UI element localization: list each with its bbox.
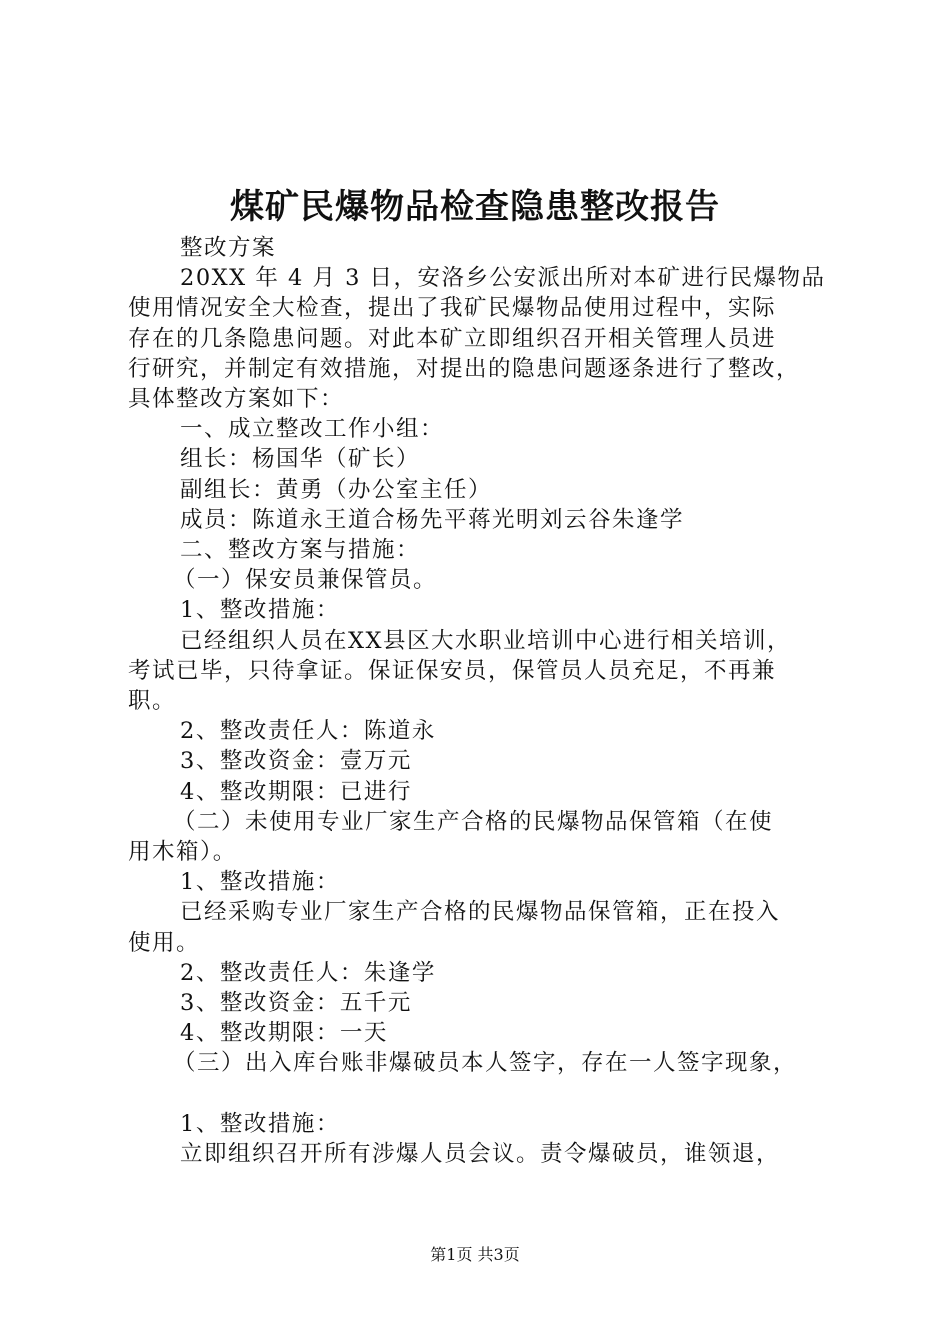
section-heading: 二、整改方案与措施： [180,537,421,564]
paragraph-line: 考试已毕，只待拿证。保证保安员，保管员人员充足，不再兼 [128,657,777,684]
paragraph-line: 2、整改责任人：朱逢学 [180,959,436,986]
paragraph-line: 已经组织人员在XX县区大水职业培训中心进行相关培训， [180,627,792,654]
document-body [128,233,840,1169]
paragraph-line: 4、整改期限：已进行 [180,778,412,805]
paragraph-line: 2、整改责任人：陈道永 [180,718,436,745]
section-heading: 一、成立整改工作小组： [180,416,445,443]
paragraph-line: 1、整改措施： [180,1110,340,1137]
paragraph-line: 1、整改措施： [180,869,340,896]
paragraph-line: 整改方案 [180,235,277,261]
paragraph-line: 1、整改措施： [180,597,340,624]
paragraph-line: 成员：陈道永王道合杨先平蒋光明刘云谷朱逢学 [180,506,685,533]
paragraph-line: 行研究，并制定有效措施，对提出的隐患问题逐条进行了整改， [128,355,801,382]
paragraph-line: 立即组织召开所有涉爆人员会议。责令爆破员，谁领退， [180,1141,781,1168]
paragraph-line: 3、整改资金：壹万元 [180,748,412,775]
blank-line [128,1079,840,1109]
paragraph-line: 副组长：黄勇（办公室主任） [180,476,493,503]
paragraph-line: 已经采购专业厂家生产合格的民爆物品保管箱，正在投入 [180,899,781,926]
paragraph-line: 用木箱）。 [128,839,237,866]
subsection-heading: （一）保安员兼保管员。 [173,567,438,594]
subsection-heading: （三）出入库台账非爆破员本人签字，存在一人签字现象， [173,1050,798,1077]
paragraph-line: 具体整改方案如下： [128,386,345,413]
paragraph-line: 20XX 年 4 月 3 日，安洛乡公安派出所对本矿进行民爆物品 [180,265,826,292]
paragraph-line: 4、整改期限：一天 [180,1020,388,1047]
paragraph-line: 使用情况安全大检查，提出了我矿民爆物品使用过程中，实际 [128,295,777,322]
paragraph-line: 职。 [128,688,177,715]
paragraph-line: 使用。 [128,929,201,956]
paragraph-line: 组长：杨国华（矿长） [180,446,421,473]
paragraph-line: 3、整改资金：五千元 [180,990,412,1017]
page-footer: 第1页 共3页 [430,1245,520,1264]
document-title: 煤矿民爆物品检查隐患整改报告 [230,187,720,227]
subsection-heading: （二）未使用专业厂家生产合格的民爆物品保管箱（在使 [173,808,774,835]
paragraph-line: 存在的几条隐患问题。对此本矿立即组织召开相关管理人员进 [128,325,777,352]
